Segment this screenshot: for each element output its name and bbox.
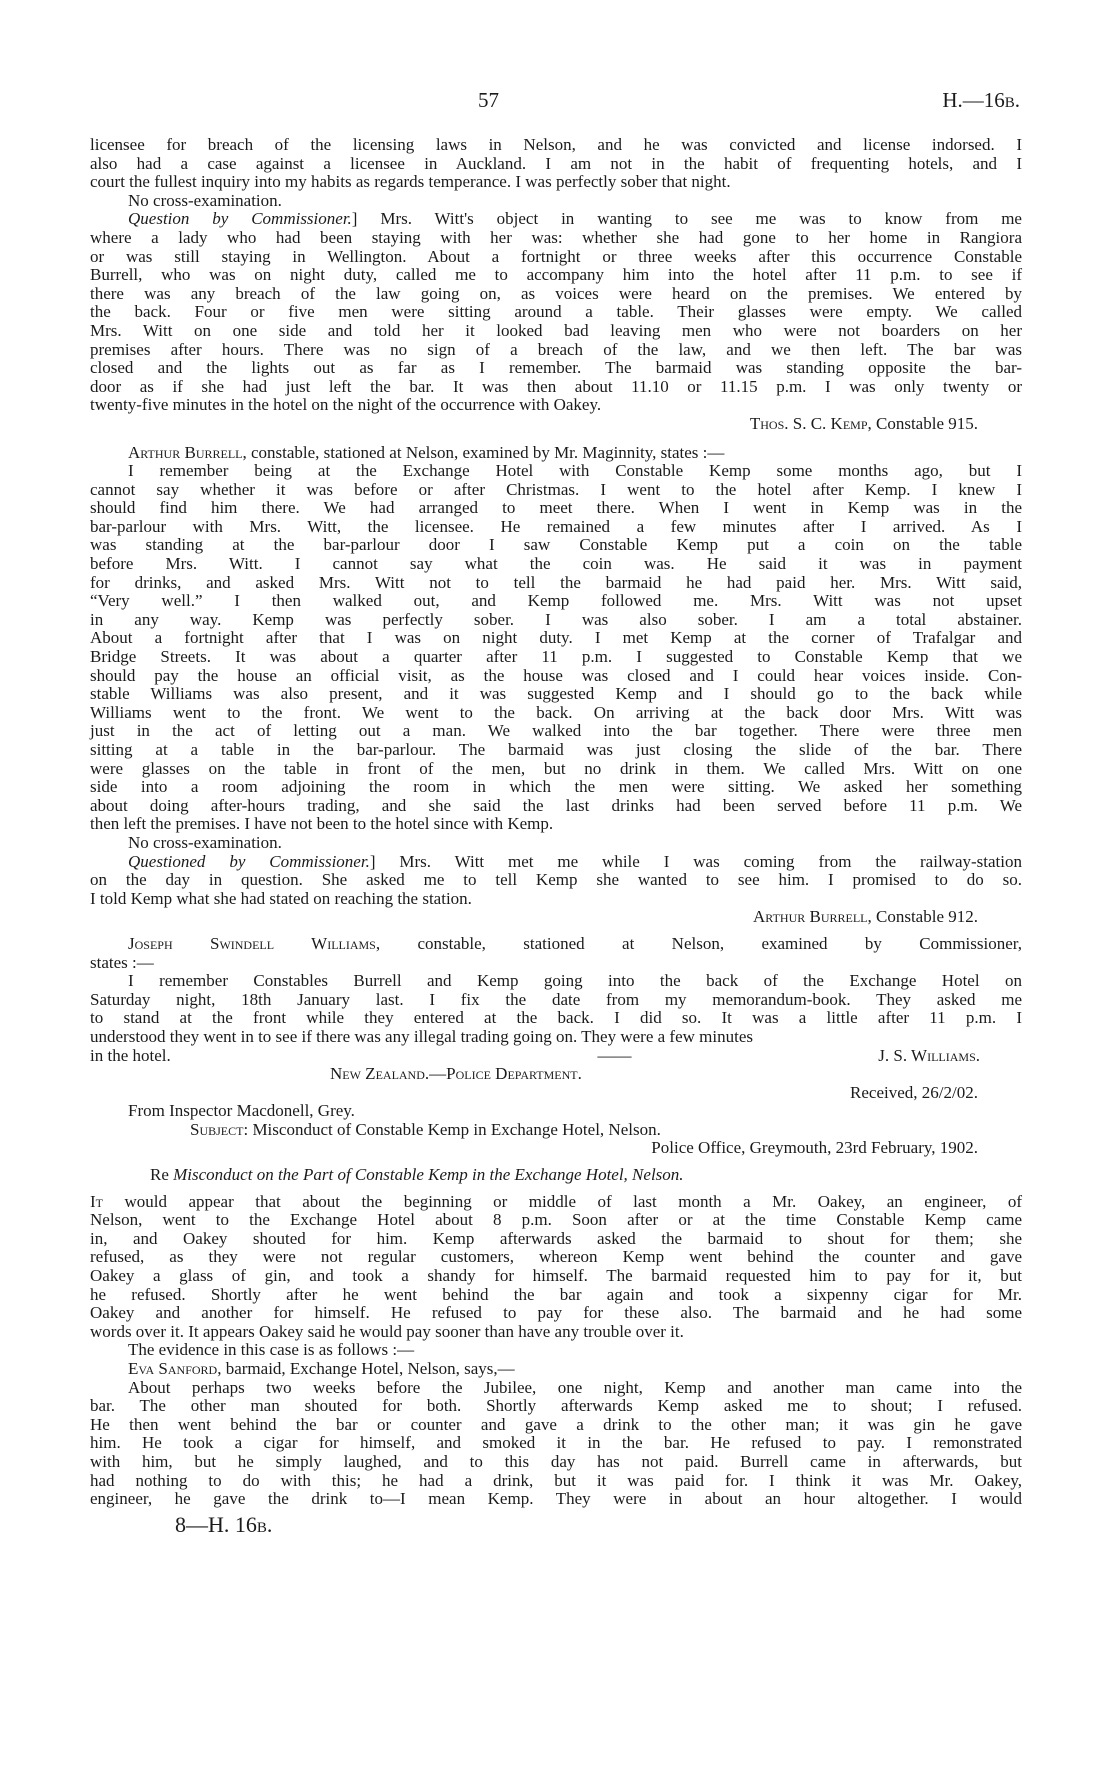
page-number: 57 (478, 88, 499, 112)
paragraph (90, 1047, 1022, 1066)
text-line: licensee for breach of the licensing laws in Nelson, and he was convicted and license indorsed. I (90, 135, 1022, 154)
text-line: bar-parlour with Mrs. Witt, the licensee. He remained a few minutes after I arrived. As I (90, 516, 1022, 536)
signature-line (90, 1139, 1022, 1158)
text-line: court the fullest inquiry into my habits as regards temperance. I was perfectly sober that night. (90, 172, 731, 192)
paragraph (90, 1379, 1022, 1509)
text-line: twenty-five minutes in the hotel on the night of the occurrence with Oakey. (90, 395, 602, 415)
text-line: then left the premises. I have not been to the hotel since with Kemp. (90, 814, 554, 834)
paragraph (90, 1102, 1022, 1121)
text-line (90, 1360, 1022, 1379)
paragraph (90, 935, 1022, 972)
text-segment: ] Mrs. Witt met me while I was coming from the railway-station (369, 851, 1022, 871)
text-line: No cross-examination. (128, 190, 282, 210)
text-line: From Inspector Macdonell, Grey. (128, 1101, 355, 1121)
small-caps-text: J. S. Williams. (878, 1045, 980, 1065)
text-line: side into a room adjoining the room in which the men were sitting. We asked her something (90, 777, 1022, 797)
text-segment: , Constable 912. (867, 907, 978, 927)
text-segment: : Misconduct of Constable Kemp in Exchange Hotel, Nelson. (243, 1119, 661, 1139)
text-line: bar. The other man shouted for both. Shortly afterwards Kemp asked me to shout; I refused. (90, 1396, 1022, 1416)
text-line: understood they went in to see if there was any illegal trading going on. They were a few minutes (90, 1026, 753, 1046)
text-line (90, 1121, 1022, 1140)
text-line: to stand at the front while they entered at the back. I did so. It was a little after 11 p.m. I (90, 1008, 1022, 1028)
body-text (90, 136, 1022, 1509)
text-line (90, 1047, 1022, 1066)
italic-text: Questioned by Commissioner. (128, 851, 370, 871)
paragraph (90, 1121, 1022, 1140)
text-line: Burrell, who was on night duty, called me to accompany him into the hotel after 11 p.m. to see if (90, 265, 1022, 285)
text-line: on the day in question. She asked me to tell Kemp she wanted to see him. I promised to do so. (90, 870, 1022, 890)
text-line: were glasses on the table in front of the men, but no drink in them. We called Mrs. Witt on one (90, 758, 1022, 778)
text-line: he refused. Shortly after he went behind the bar again and took a sixpenny cigar for Mr. (90, 1284, 1022, 1304)
text-line: Saturday night, 18th January last. I fix the date from my memorandum-book. They asked me (90, 989, 1022, 1009)
text-line: stable Williams was also present, and it was suggested Kemp and I should go to the back while (90, 684, 1022, 704)
signature-line (90, 415, 1022, 434)
small-caps-text: Arthur Burrell (753, 907, 868, 927)
text-line: refused, as they were not regular customers, whereon Kemp went behind the counter and gave (90, 1247, 1022, 1267)
small-caps-text: New Zealand.—Police Department. (330, 1064, 582, 1084)
text-line: with him, but he simply laughed, and to this day has not paid. Burrell came in afterwards, but (90, 1451, 1022, 1471)
text-line: should find him there. We had arranged to meet there. When I went in Kemp was in the (90, 498, 1022, 518)
text-line: engineer, he gave the drink to—I mean Kemp. They were in about an hour altogether. I would (90, 1489, 1022, 1509)
small-caps-text: Joseph Swindell Williams (128, 933, 376, 953)
document-reference (942, 88, 1020, 113)
text-segment: Re (150, 1165, 174, 1185)
text-line: Received, 26/2/02. (850, 1082, 978, 1102)
italic-text: Misconduct on the Part of Constable Kemp in the Exchange Hotel, Nelson. (173, 1165, 684, 1185)
text-line: I remember being at the Exchange Hotel with Constable Kemp some months ago, but I (128, 461, 1022, 481)
text-line: premises after hours. There was no sign of a breach of the law, and we then left. The bar was (90, 339, 1022, 359)
text-line: About a fortnight after that I was on night duty. I met Kemp at the corner of Trafalgar and (90, 628, 1022, 648)
text-line: Bridge Streets. It was about a quarter after 11 p.m. I suggested to Constable Kemp that we (90, 647, 1022, 667)
text-line: closed and the lights out as far as I remember. The barmaid was standing opposite the bar- (90, 358, 1022, 378)
text-segment: 8—H. 16 (175, 1512, 257, 1537)
paragraph (90, 210, 1022, 415)
subject-heading (90, 1166, 1022, 1185)
text-line: where a lady who had been staying with her was: whether she had gone to her home in Rangiora (90, 227, 1022, 247)
text-line (90, 1166, 1022, 1185)
small-caps-text: It (90, 1191, 103, 1211)
text-line: cannot say whether it was before or after Christmas. I went to the hotel after Kemp. I knew I (90, 479, 1022, 499)
text-line: door as if she had just left the bar. It was then about 11.10 or 11.15 p.m. I was only twenty or (90, 376, 1022, 396)
small-caps-text: b. (256, 1512, 273, 1537)
text-line: states :— (90, 952, 154, 972)
text-segment: , constable, stationed at Nelson, examined by Mr. Maginnity, states :— (242, 442, 725, 462)
text-line: there was any breach of the law going on, as voices were heard on the premises. We entered by (90, 283, 1022, 303)
text-segment: ] Mrs. Witt's object in wanting to see me was to know from me (351, 209, 1022, 229)
paragraph (90, 834, 1022, 853)
text-line: I remember Constables Burrell and Kemp going into the back of the Exchange Hotel on (128, 971, 1022, 991)
text-line: Police Office, Greymouth, 23rd February, 1902. (651, 1138, 978, 1158)
department-heading (90, 1065, 1022, 1084)
text-line: Mrs. Witt on one side and told her it looked bad leaving men who were not boarders on her (90, 320, 1022, 340)
text-line (90, 935, 1022, 954)
text-line: sitting at a table in the bar-parlour. The barmaid was just closing the slide of the bar. There (90, 740, 1022, 759)
text-segment: , Constable 915. (867, 413, 978, 433)
paragraph (90, 1193, 1022, 1342)
text-line: the back. Four or five men were sitting around a table. Their glasses were empty. We called (90, 302, 1022, 322)
text-segment: , constable, stationed at Nelson, examined by Commissioner, (375, 933, 1022, 953)
text-line: “Very well.” I then walked out, and Kemp followed me. Mrs. Witt was not upset (90, 591, 1022, 611)
small-caps-text: b. (1004, 88, 1020, 112)
small-caps-text: Arthur Burrell (128, 442, 243, 462)
text-line: words over it. It appears Oakey said he would pay sooner than have any trouble over it. (90, 1321, 684, 1341)
text-line: The evidence in this case is as follows :— (128, 1340, 415, 1360)
paragraph (90, 462, 1022, 834)
text-line: was standing at the bar-parlour door I saw Constable Kemp put a coin on the table (90, 535, 1022, 555)
paragraph (90, 853, 1022, 909)
text-line: Williams went to the front. We went to the back. On arriving at the back door Mrs. Witt was (90, 702, 1022, 722)
signature-line (90, 1084, 1022, 1103)
italic-text: Question by Commissioner. (128, 209, 352, 229)
text-line (90, 908, 1022, 927)
text-segment: —— (597, 1045, 632, 1065)
text-line: had nothing to do with this; he had a drink, but it was paid for. I think it was Mr. Oakey, (90, 1470, 1022, 1490)
text-line: about doing after-hours trading, and she said the last drinks had been served before 11 p.m. We (90, 795, 1022, 815)
text-segment: would appear that about the beginning or middle of last month a Mr. Oakey, an engineer, of (103, 1191, 1022, 1211)
text-line (90, 210, 1022, 229)
text-line: No cross-examination. (128, 832, 282, 852)
text-segment: H.—16 (942, 88, 1005, 112)
text-line: also had a case against a licensee in Auckland. I am not in the habit of frequenting hotels, and I (90, 153, 1022, 173)
text-line: About perhaps two weeks before the Jubilee, one night, Kemp and another man came into the (128, 1377, 1022, 1397)
small-caps-text: Eva Sanford (128, 1359, 218, 1378)
text-line: in any way. Kemp was perfectly sober. I was also sober. I am a total abstainer. (90, 609, 1022, 629)
text-line: him. He took a cigar for himself, and smoked it in the bar. He refused to pay. I remonstrated (90, 1433, 1022, 1453)
text-line (90, 444, 1022, 463)
text-segment: in the hotel. (90, 1045, 171, 1065)
paragraph (90, 972, 1022, 1046)
signature-line (90, 908, 1022, 927)
text-line: for drinks, and asked Mrs. Witt not to tell the barmaid he had paid her. Mrs. Witt said, (90, 572, 1022, 592)
text-line: just in the act of letting out a man. We walked into the bar together. There were three men (90, 721, 1022, 741)
paragraph (90, 1341, 1022, 1360)
text-line (90, 415, 1022, 434)
text-line: before Mrs. Witt. I cannot say what the coin was. He said it was in payment (90, 554, 1022, 574)
text-line (90, 853, 1022, 872)
paragraph (90, 1360, 1022, 1379)
text-line: Oakey and another for himself. He refused to pay for these also. The barmaid and he had some (90, 1303, 1022, 1323)
paragraph (90, 444, 1022, 463)
paragraph (90, 192, 1022, 211)
text-line (90, 1193, 1022, 1212)
signature-mark (175, 1512, 272, 1538)
paragraph (90, 136, 1022, 192)
text-line: He then went behind the bar or counter and gave a drink to the other man; it was gin he gave (90, 1414, 1022, 1434)
text-segment: , barmaid, Exchange Hotel, Nelson, says,— (217, 1359, 515, 1378)
small-caps-text: Thos. S. C. Kemp (749, 413, 868, 433)
text-line: in, and Oakey shouted for him. Kemp afterwards asked the barmaid to shout for them; she (90, 1228, 1022, 1248)
text-line: I told Kemp what she had stated on reaching the station. (90, 888, 472, 908)
text-line: Nelson, went to the Exchange Hotel about 8 p.m. Soon after or at the time Constable Kemp came (90, 1210, 1022, 1230)
text-line: should pay the house an official visit, as the house was closed and I could hear voices inside. Con- (90, 665, 1022, 685)
text-line (90, 1065, 1022, 1084)
small-caps-text: Subject (190, 1119, 244, 1139)
text-line: or was still staying in Wellington. About a fortnight or three weeks after this occurrence Constable (90, 246, 1022, 266)
text-line: Oakey a glass of gin, and took a shandy for himself. The barmaid requested him to pay for it, but (90, 1266, 1022, 1286)
